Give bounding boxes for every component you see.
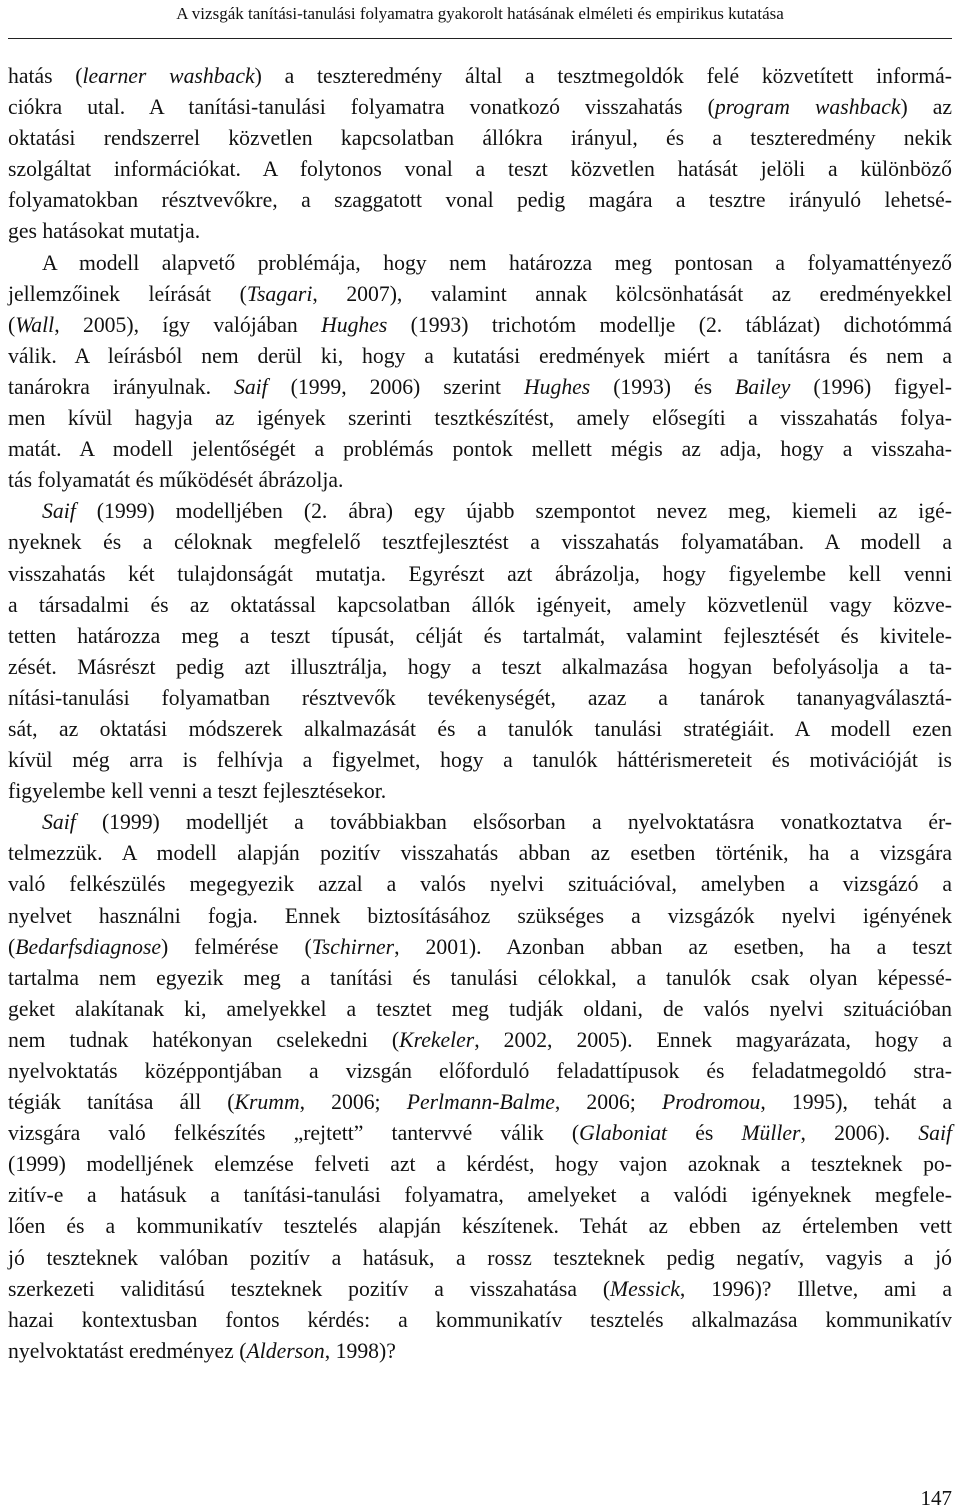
- text-run: nyelvoktatás középpontjában a vizsgán előforduló feladattípusok és feladatmegoldó stra-: [8, 1059, 952, 1083]
- text-run: (1999) modelljében (2. ábra) egy újabb szempontot nevez meg, kiemeli az igé-: [75, 499, 952, 524]
- text-line: [8, 869, 952, 900]
- text-line: [8, 185, 952, 216]
- text-run: ) a teszteredmény által a tesztmegoldók felé közvetített informá-: [254, 64, 952, 88]
- text-run: ges hatásokat mutatja.: [8, 219, 201, 244]
- text-line: [8, 92, 952, 123]
- text-line: [8, 403, 952, 434]
- running-header: A vizsgák tanítási-tanulási folyamatra gyakorolt hatásának elméleti és empirikus kutatása: [176, 4, 784, 23]
- text-run: matát. A modell jelentőségét a problémás pontok mellett mégis az adja, hogy a visszaha-: [8, 437, 952, 462]
- italic-term: Hughes: [321, 312, 388, 337]
- text-line: [8, 61, 952, 92]
- text-run: tégiák tanítása áll (: [8, 1090, 235, 1115]
- text-run: való felkészülés megegyezik azzal a valós nyelvi szituációval, amelyben a vizsgázó a: [8, 872, 952, 897]
- text-line: [8, 465, 952, 496]
- text-run: (1993) trichotóm modellje (2. táblázat) dichotómmá: [387, 312, 952, 337]
- italic-term: Bailey: [735, 374, 791, 399]
- text-line: [8, 932, 952, 963]
- text-run: folyamatokban résztvevőkre, a szaggatott vonal pedig magára a tesztre irányuló lehetsé-: [8, 188, 952, 213]
- text-run: , 2002, 2005). Ennek magyarázata, hogy a: [474, 1027, 952, 1052]
- text-line: [8, 1087, 952, 1118]
- text-run: , 2006;: [299, 1090, 407, 1115]
- text-line: [8, 994, 952, 1025]
- text-line: [8, 621, 952, 652]
- italic-term: Wall: [15, 312, 55, 337]
- text-run: nyeknek és a céloknak megfelelő tesztfejlesztést a visszahatás folyamatában. A modell a: [8, 530, 952, 555]
- text-run: , 1996)? Illetve, ami a: [679, 1276, 953, 1301]
- text-line: [8, 652, 952, 683]
- text-run: ) az: [900, 95, 952, 120]
- header-rule: [8, 38, 952, 39]
- italic-term: Tsagari: [246, 281, 313, 306]
- text-run: tás folyamatát és működését ábrázolja.: [8, 468, 344, 493]
- text-run: , 2007), valamint annak kölcsönhatását az eredményekkel: [312, 281, 952, 306]
- text-line: [8, 279, 952, 310]
- italic-term: Hughes: [523, 374, 591, 399]
- text-line: [8, 123, 952, 154]
- text-run: kívül még arra is felhívja a figyelmet, hogy a tanulók háttérismereteit és motivációját is: [8, 748, 952, 773]
- page-number: 147: [920, 1486, 952, 1510]
- text-run: a társadalmi és az oktatással kapcsolatban állók igényeit, amely közvetlenül vagy közve-: [8, 592, 952, 617]
- text-line: [8, 838, 952, 869]
- text-line: [8, 776, 952, 807]
- text-line: [8, 807, 952, 838]
- text-run: sát, az oktatási módszerek alkalmazását és a tanulók tanulási stratégiáit. A modell ezen: [8, 716, 952, 741]
- italic-term: Messick: [610, 1276, 680, 1301]
- text-line: [8, 372, 952, 403]
- text-run: , 2001). Azonban abban az esetben, ha a teszt: [394, 934, 952, 959]
- text-run: (1993) és: [590, 374, 736, 399]
- text-line: [8, 1180, 952, 1211]
- text-run: visszahatás két tulajdonságát mutatja. Egyrészt azt ábrázolja, hogy figyelembe kell venni: [8, 561, 952, 586]
- text-line: [8, 310, 952, 341]
- text-run: , 2006;: [554, 1090, 662, 1115]
- italic-term: Prodromou: [661, 1090, 761, 1115]
- text-run: men kívül hagyja az igények szerinti tesztkészítést, amely elősegíti a visszahatás folya-: [8, 406, 952, 431]
- text-run: hazai kontextusban fontos kérdés: a kommunikatív tesztelés alkalmazása kommunikatív: [8, 1307, 952, 1332]
- text-run: (: [8, 312, 16, 337]
- italic-term: Krekeler: [399, 1027, 475, 1052]
- text-run: jellemzőinek leírását (: [8, 281, 247, 306]
- text-line: [8, 901, 952, 932]
- text-run: tartalma nem egyezik meg a tanítási és tanulási célokkal, a tanulók csak olyan képessé-: [8, 965, 952, 990]
- italic-term: learner washback: [82, 64, 255, 88]
- text-run: ciókra utal. A tanítási-tanulási folyamatra vonatkozó visszahatás (: [8, 95, 715, 120]
- text-line: [8, 434, 952, 465]
- text-run: zését. Másrészt pedig azt illusztrálja, hogy a teszt alkalmazása hogyan befolyásolja a ta-: [8, 654, 952, 679]
- text-line: [8, 216, 952, 247]
- text-run: nítási-tanulási folyamatban résztvevők tevékenységét, azaz a tanárok tananyagválasztá-: [8, 685, 952, 710]
- text-run: (1999) modelljét a továbbiakban elsősorban a nyelvoktatásra vonatkoztatva ér-: [75, 810, 952, 835]
- text-run: nyelvet használni fogja. Ennek biztosításához szükséges a vizsgázók nyelvi igényének: [8, 903, 952, 928]
- text-run: nem tudnak hatékonyan cselekedni (: [8, 1027, 400, 1052]
- text-run: , 2006).: [800, 1121, 919, 1146]
- text-run: szolgáltat információkat. A folytonos vonal a teszt közvetlen hatását jelöli a különböző: [8, 157, 952, 182]
- text-line: [8, 1305, 952, 1336]
- text-line: [8, 1056, 952, 1087]
- italic-term: Saif: [42, 810, 76, 835]
- text-run: zitív-e a hatásuk a tanítási-tanulási folyamatra, amelyeket a valódi igényeknek megfele-: [8, 1183, 952, 1208]
- text-line: [8, 1243, 952, 1274]
- text-run: válik. A leírásból nem derül ki, hogy a kutatási eredmények miért a tanításra és nem a: [8, 343, 952, 368]
- text-run: (: [8, 934, 16, 959]
- text-line: [8, 248, 952, 279]
- text-line: [8, 1211, 952, 1242]
- text-run: , 2005), így valójában: [54, 312, 322, 337]
- text-line: [8, 496, 952, 527]
- italic-term: Glaboniat: [579, 1121, 668, 1146]
- text-run: tetten határozza meg a teszt típusát, célját és tartalmát, valamint fejlesztését és kivitele-: [8, 623, 952, 648]
- text-run: jó teszteknek valóban pozitív a hatásuk, a rossz teszteknek pedig negatív, vagyis a jó: [8, 1245, 952, 1270]
- text-run: lően és a kommunikatív tesztelés alapján készítenek. Tehát az ebben az értelemben vett: [8, 1214, 952, 1239]
- text-run: figyelembe kell venni a teszt fejlesztésekor.: [8, 779, 387, 804]
- text-run: (1999) modelljének elemzése felveti azt a kérdést, hogy vajon azoknak a teszteknek po-: [8, 1152, 952, 1177]
- text-line: [8, 559, 952, 590]
- text-line: [8, 963, 952, 994]
- text-run: hatás (: [8, 64, 83, 88]
- italic-term: Krumm: [234, 1090, 300, 1115]
- italic-term: program washback: [714, 95, 901, 120]
- text-line: [8, 714, 952, 745]
- italic-term: Saif: [233, 374, 268, 399]
- text-line: [8, 341, 952, 372]
- text-run: oktatási rendszerrel közvetlen kapcsolatban állókra irányul, és a teszteredmény nekik: [8, 126, 952, 151]
- text-run: telmezzük. A modell alapján pozitív visszahatás abban az esetben történik, ha a vizsgára: [8, 841, 952, 866]
- text-run: , 1995), tehát a: [760, 1090, 952, 1115]
- text-line: [8, 154, 952, 185]
- italic-term: Tschirner: [311, 934, 395, 959]
- text-run: ) felmérése (: [161, 934, 312, 959]
- text-run: (1999, 2006) szerint: [267, 374, 524, 399]
- text-run: , 1998)?: [324, 1338, 396, 1363]
- text-line: [8, 527, 952, 558]
- body-text: [8, 61, 952, 1367]
- text-run: szerkezeti validitású teszteknek pozitív a visszahatása (: [8, 1276, 611, 1301]
- italic-term: Alderson: [246, 1338, 325, 1363]
- text-run: A modell alapvető problémája, hogy nem határozza meg pontosan a folyamattényező: [42, 250, 952, 275]
- text-run: geket alakítanak ki, amelyekkel a tesztet meg tudják oldani, de valós nyelvi szituációban: [8, 996, 952, 1021]
- italic-term: Saif: [918, 1121, 952, 1146]
- text-line: [8, 590, 952, 621]
- text-run: (1996) figyel-: [790, 374, 952, 399]
- text-line: [8, 1274, 952, 1305]
- text-run: vizsgára való felkészítés „rejtett” tantervvé válik (: [8, 1121, 580, 1146]
- text-line: [8, 1118, 952, 1149]
- text-line: [8, 1336, 952, 1367]
- italic-term: Müller: [741, 1121, 801, 1146]
- italic-term: Perlmann-Balme: [406, 1090, 555, 1115]
- italic-term: Bedarfsdiagnose: [15, 934, 162, 959]
- text-line: [8, 745, 952, 776]
- text-line: [8, 1025, 952, 1056]
- text-run: és: [667, 1121, 742, 1146]
- text-line: [8, 683, 952, 714]
- text-run: nyelvoktatást eredményez (: [8, 1338, 247, 1363]
- italic-term: Saif: [42, 499, 76, 524]
- text-run: tanárokra irányulnak.: [8, 374, 234, 399]
- text-line: [8, 1149, 952, 1180]
